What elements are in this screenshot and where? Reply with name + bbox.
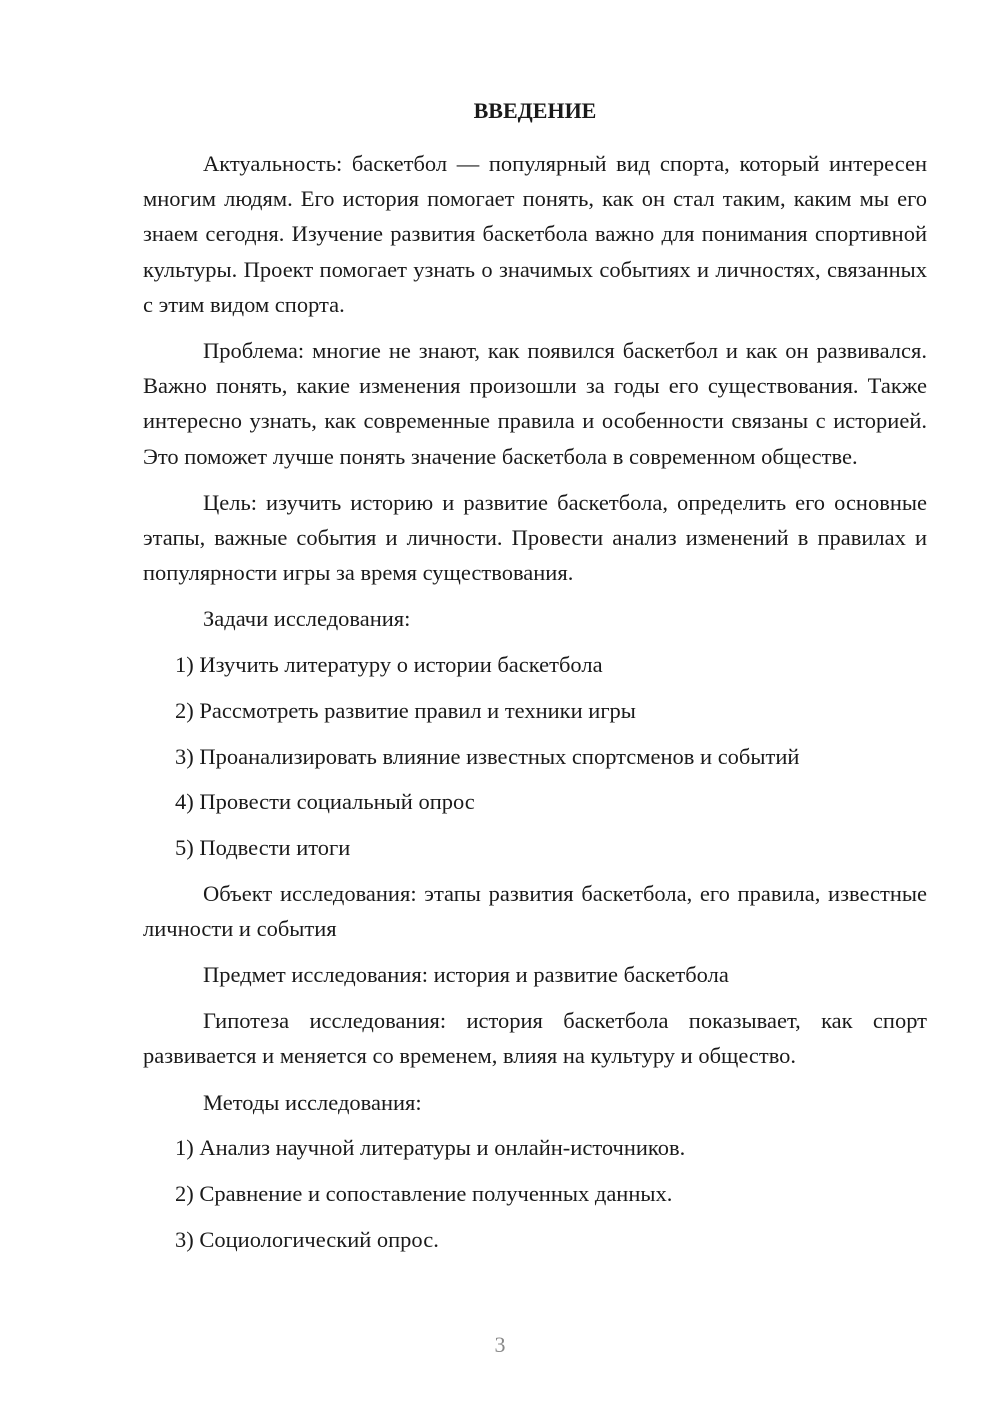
paragraph-relevance: Актуальность: баскетбол — популярный вид спорта, который интересен многим людям. Его история помогает понять, как он стал таким, каким мы его знаем сегодня. Изучение развития баскетбола важно для понимания спортивной культуры. Проект помогает узнать о значимых событиях и личностях, связанных с этим видом спорта.	[143, 151, 927, 317]
list-item: 5) Подвести итоги	[175, 834, 351, 860]
paragraph-hypothesis: Гипотеза исследования: история баскетбола показывает, как спорт развивается и меняется со временем, влияя на культуру и общество.	[143, 1008, 927, 1069]
tasks-heading: Задачи исследования:	[203, 606, 411, 632]
paragraph-object: Объект исследования: этапы развития баскетбола, его правила, известные личности и события	[143, 880, 927, 941]
document-page	[143, 96, 927, 1267]
list-item: 4) Провести социальный опрос	[175, 789, 475, 815]
page-number: 3	[494, 1332, 506, 1357]
list-item: 3) Проанализировать влияние известных спортсменов и событий	[175, 743, 800, 769]
list-item: 1) Анализ научной литературы и онлайн-источников.	[175, 1135, 686, 1161]
section-title: ВВЕДЕНИЕ	[473, 98, 597, 123]
list-item: 2) Сравнение и сопоставление полученных данных.	[175, 1180, 673, 1206]
paragraph-problem: Проблема: многие не знают, как появился баскетбол и как он развивался. Важно понять, какие изменения произошли за годы его существования. Также интересно узнать, как современные правила и особенности связаны с историей. Это поможет лучше понять значение баскетбола в современном обществе.	[143, 338, 927, 469]
tasks-list	[143, 647, 927, 865]
methods-list	[143, 1130, 927, 1257]
list-item: 1) Изучить литературу о истории баскетбола	[175, 652, 603, 678]
list-item: 3) Социологический опрос.	[175, 1226, 439, 1252]
list-item: 2) Рассмотреть развитие правил и техники игры	[175, 697, 636, 723]
paragraph-subject: Предмет исследования: история и развитие баскетбола	[203, 961, 729, 987]
paragraph-goal: Цель: изучить историю и развитие баскетбола, определить его основные этапы, важные события и личности. Провести анализ изменений в правилах и популярности игры за время существования.	[143, 489, 927, 586]
methods-heading: Методы исследования:	[203, 1089, 422, 1115]
